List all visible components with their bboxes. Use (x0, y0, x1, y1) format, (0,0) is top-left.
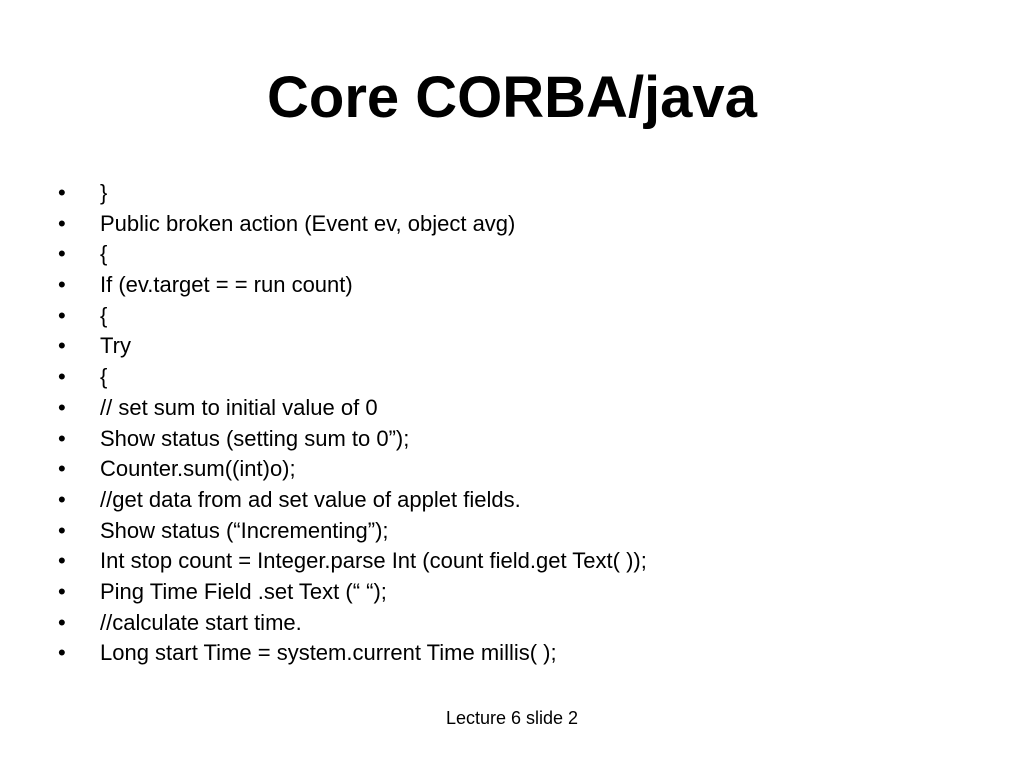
slide-title: Core CORBA/java (267, 65, 757, 130)
bullet-marker: • (58, 517, 66, 543)
bullet-item (58, 424, 998, 455)
bullet-text: Show status (“Incrementing”); (100, 517, 389, 543)
bullet-text: Ping Time Field .set Text (“ “); (100, 578, 387, 604)
bullet-item (58, 393, 998, 424)
bullet-text: { (100, 302, 108, 328)
bullet-text: // set sum to initial value of 0 (100, 394, 378, 420)
bullet-item (58, 516, 998, 547)
bullet-marker: • (58, 578, 66, 604)
bullet-item (58, 209, 998, 240)
bullet-marker: • (58, 364, 66, 390)
bullet-text: { (100, 364, 108, 390)
bullet-marker: • (58, 241, 66, 267)
bullet-item (58, 546, 998, 577)
bullet-marker: • (58, 333, 66, 359)
bullet-marker: • (58, 548, 66, 574)
bullet-item (58, 577, 998, 608)
bullet-text: Counter.sum((int)o); (100, 456, 296, 482)
bullet-marker: • (58, 302, 66, 328)
bullet-item (58, 485, 998, 516)
bullet-item (58, 608, 998, 639)
bullet-text: Show status (setting sum to 0”); (100, 425, 410, 451)
bullet-marker: • (58, 210, 66, 236)
bullet-marker: • (58, 180, 66, 205)
bullet-marker: • (58, 609, 66, 635)
bullet-list (58, 178, 998, 669)
bullet-text: Int stop count = Integer.parse Int (count field.get Text( )); (100, 548, 647, 574)
bullet-marker: • (58, 456, 66, 482)
slide-footer: Lecture 6 slide 2 (445, 708, 579, 728)
bullet-marker: • (58, 486, 66, 512)
bullet-marker: • (58, 425, 66, 451)
bullet-item (58, 331, 998, 362)
bullet-item (58, 362, 998, 393)
bullet-text: Long start Time = system.current Time millis( ); (100, 640, 557, 666)
bullet-text: } (100, 180, 108, 205)
bullet-marker: • (58, 640, 66, 666)
bullet-item (58, 301, 998, 332)
bullet-marker: • (58, 272, 66, 298)
bullet-text: //get data from ad set value of applet fields. (100, 486, 521, 512)
bullet-item (58, 178, 998, 209)
bullet-item (58, 454, 998, 485)
bullet-text: Public broken action (Event ev, object avg) (100, 210, 516, 236)
bullet-text: //calculate start time. (100, 609, 302, 635)
bullet-item (58, 239, 998, 270)
bullet-text: If (ev.target = = run count) (100, 272, 353, 298)
bullet-marker: • (58, 394, 66, 420)
bullet-item (58, 638, 998, 669)
bullet-text: Try (100, 333, 131, 359)
bullet-text: { (100, 241, 108, 267)
bullet-item (58, 270, 998, 301)
